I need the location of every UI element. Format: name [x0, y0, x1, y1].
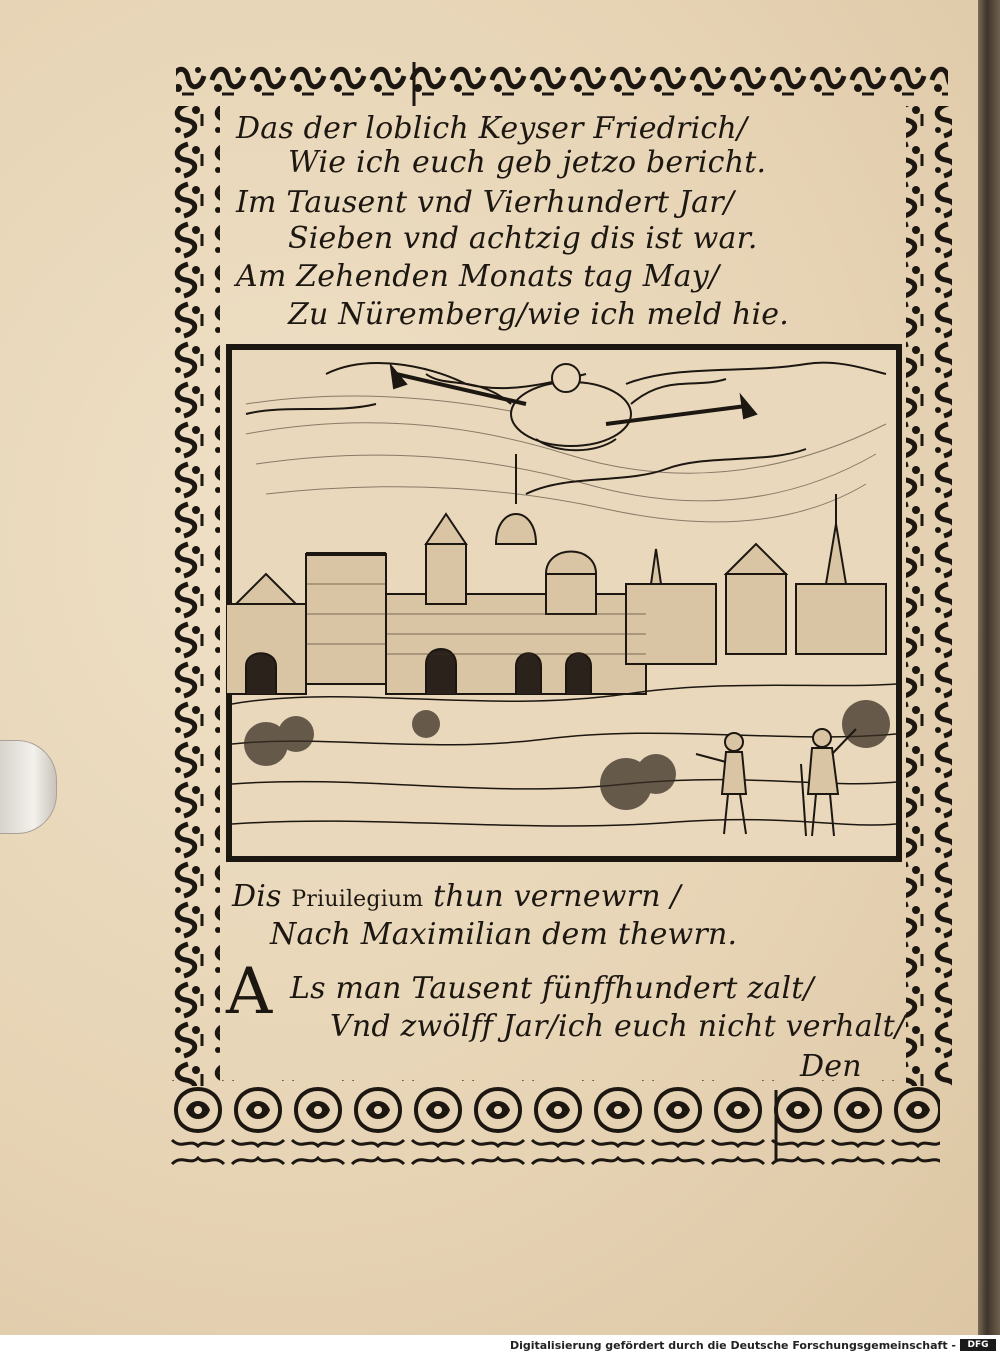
footer-credit: Digitalisierung gefördert durch die Deutsche Forschungsgemeinschaft - — [509, 1339, 956, 1352]
dfg-logo: DFG — [960, 1339, 996, 1351]
verse-line-9: Ls man Tausent fünffhundert zalt/ — [290, 971, 814, 1006]
verse-line-8: Nach Maximilian dem thewrn. — [270, 917, 738, 952]
woodcut-illustration — [226, 344, 902, 862]
book-spine — [978, 0, 1000, 1335]
verse-line-1: Das der loblich Keyser Friedrich/ — [236, 111, 748, 146]
verse-line-5: Am Zehenden Monats tag May/ — [236, 259, 720, 294]
verse-line-10: Vnd zwölff Jar/ich euch nicht verhalt/ — [330, 1009, 906, 1044]
verse-line-6: Zu Nüremberg/wie ich meld hie. — [288, 297, 789, 332]
verse-line-4: Sieben vnd achtzig dis ist war. — [288, 221, 758, 256]
verse-line-7-start: Dis — [232, 879, 292, 914]
verse-line-2: Wie ich euch geb jetzo bericht. — [288, 145, 767, 180]
verse-line-3: Im Tausent vnd Vierhundert Jar/ — [236, 185, 735, 220]
verse-line-7-end: thun vernewrn / — [423, 879, 681, 914]
initial-letter: A — [226, 955, 273, 1029]
latin-word-privilegium: Priuilegium — [291, 887, 424, 912]
catchword: Den — [800, 1049, 862, 1084]
verse-line-7 — [232, 880, 681, 917]
